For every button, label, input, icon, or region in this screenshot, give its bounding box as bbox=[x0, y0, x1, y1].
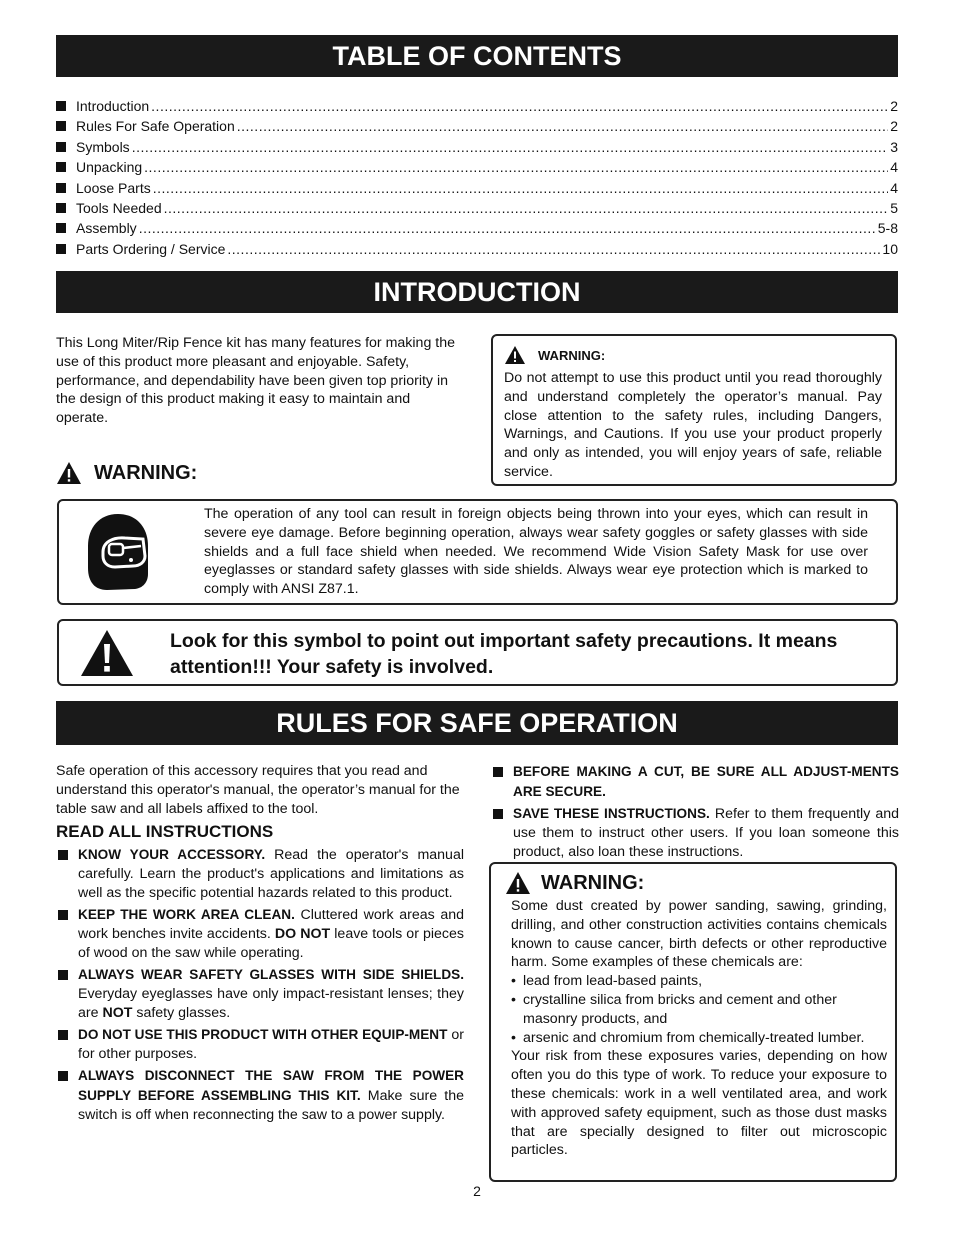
rule-item bbox=[491, 804, 899, 862]
bullet-dot-icon: • bbox=[511, 991, 516, 1008]
toc-item bbox=[56, 137, 898, 157]
chemical-list-text: crystalline silica from bricks and cement and other masonry products, and bbox=[523, 991, 837, 1027]
toc-item-label: Introduction bbox=[76, 98, 150, 114]
toc-leader-dots bbox=[164, 198, 889, 218]
toc-item-label: Parts Ordering / Service bbox=[76, 240, 226, 257]
rule-item bbox=[56, 905, 464, 963]
chemical-warning-intro: Some dust created by power sanding, sawing, grinding, drilling, and other construction activities contains chemicals known to cause cancer, birth defects or other reproductive harm. Some examples of these chemicals are: bbox=[511, 898, 887, 971]
toc-item bbox=[56, 198, 898, 218]
bullet-square-icon bbox=[58, 970, 68, 980]
bullet-square-icon bbox=[493, 809, 503, 819]
toc-leader-dots bbox=[132, 137, 889, 157]
chemical-warning-outro: Your risk from these exposures varies, depending on how often you do this type of work. To reduce your exposure to these chemicals: work in a well ventilated area, and work with approved safety equipment, such as those dust masks that are specially designed to filter out microscopic particles. bbox=[511, 1048, 887, 1159]
toc-item-page: 5-8 bbox=[877, 220, 898, 237]
warning-triangle-icon bbox=[505, 871, 531, 895]
bullet-square-icon bbox=[493, 767, 503, 777]
rules-banner: RULES FOR SAFE OPERATION bbox=[56, 701, 898, 745]
rule-item bbox=[491, 762, 899, 802]
warning-triangle-icon bbox=[79, 628, 135, 678]
rule-text: Everyday eyeglasses have only impact-resistant lenses; they are bbox=[78, 986, 464, 1021]
toc-leader-dots bbox=[144, 157, 888, 177]
rule-text-continued: safety glasses. bbox=[132, 1005, 231, 1021]
bullet-square-icon bbox=[58, 910, 68, 920]
toc-item bbox=[56, 178, 898, 198]
toc-item-label: Unpacking bbox=[76, 159, 143, 176]
bullet-square-icon bbox=[58, 1030, 68, 1040]
rule-bold: KNOW YOUR ACCESSORY. bbox=[78, 847, 266, 862]
rule-bold-emphasis: NOT bbox=[102, 1005, 133, 1021]
toc-item-page: 10 bbox=[882, 240, 898, 257]
bullet-square-icon bbox=[56, 223, 66, 233]
intro-warning-text: Do not attempt to use this product until you read thoroughly and understand completely the operator’s manual. Pay close attention to the safety rules, including Dangers, Warnings, and Cautions. If you use your product properly and only as intended, you will enjoy years of safe, reliable service. bbox=[504, 370, 882, 480]
safety-symbol-text: Look for this symbol to point out important safety precautions. It means attention!!! Your safety is involved. bbox=[170, 630, 838, 678]
toc-leader-dots bbox=[227, 239, 880, 259]
page-number: 2 bbox=[473, 1183, 481, 1199]
bullet-dot-icon: • bbox=[511, 1029, 516, 1046]
rule-bold: KEEP THE WORK AREA CLEAN. bbox=[78, 907, 295, 922]
chemical-warning-header bbox=[505, 869, 887, 897]
rules-right-list bbox=[491, 762, 899, 864]
rule-text: or for other purposes. bbox=[78, 1027, 464, 1062]
toc-item bbox=[56, 239, 898, 259]
toc-item-label: Rules For Safe Operation bbox=[76, 118, 235, 135]
rule-text: Cluttered work areas and work benches invite accidents. bbox=[78, 907, 465, 942]
toc-item-label: Symbols bbox=[76, 138, 130, 155]
warning-triangle-icon bbox=[504, 345, 526, 365]
toc-leader-dots bbox=[151, 96, 888, 116]
toc-banner: TABLE OF CONTENTS bbox=[56, 35, 898, 77]
intro-warning-header bbox=[504, 344, 882, 366]
toc-list bbox=[56, 96, 898, 259]
rule-bold: DO NOT USE THIS PRODUCT WITH OTHER EQUIP-MENT bbox=[78, 1027, 448, 1042]
rule-item bbox=[56, 1066, 464, 1125]
rule-text: Make sure the switch is off when reconnecting the saw to a power supply. bbox=[78, 1088, 465, 1123]
rule-bold: ALWAYS WEAR SAFETY GLASSES WITH SIDE SHIELDS. bbox=[78, 967, 464, 982]
chemical-warning-heading: WARNING: bbox=[541, 871, 645, 894]
read-all-instructions-heading: READ ALL INSTRUCTIONS bbox=[56, 822, 274, 841]
eye-warning-text: The operation of any tool can result in foreign objects being thrown into your eyes, which can result in severe eye damage. Before beginning operation, always wear safety goggles or safety glasses with side shields and a full face shield when needed. We recommend Wide Vision Safety Mask for use over eyeglasses or standard safety glasses with side shields. Always wear eye protection which is marked to comply with ANSI Z87.1. bbox=[204, 506, 868, 598]
toc-item-label: Tools Needed bbox=[76, 199, 162, 216]
intro-warning-heading: WARNING: bbox=[538, 347, 606, 363]
rule-bold: SAVE THESE INSTRUCTIONS. bbox=[513, 806, 710, 821]
safety-mask-icon bbox=[85, 512, 151, 592]
toc-item bbox=[56, 96, 898, 116]
chemical-list-text: arsenic and chromium from chemically-treated lumber. bbox=[523, 1029, 865, 1046]
bullet-square-icon bbox=[58, 850, 68, 860]
toc-item bbox=[56, 157, 898, 177]
chemical-list-item bbox=[511, 991, 887, 1029]
toc-item bbox=[56, 218, 898, 238]
chemical-list bbox=[511, 972, 887, 1047]
bullet-dot-icon: • bbox=[511, 973, 516, 990]
toc-item-page: 4 bbox=[890, 179, 898, 196]
toc-item-page: 2 bbox=[890, 98, 898, 114]
bullet-square-icon bbox=[56, 203, 66, 213]
rule-text-continued: leave tools or pieces of wood on the saw while operating. bbox=[78, 926, 465, 961]
chemical-warning-box bbox=[489, 862, 897, 1182]
toc-item-label: Assembly bbox=[76, 220, 137, 237]
eye-protection-box bbox=[57, 499, 898, 605]
toc-item-page: 4 bbox=[890, 159, 898, 176]
toc-item-label: Loose Parts bbox=[76, 179, 151, 196]
toc-item-page: 2 bbox=[890, 118, 898, 135]
bullet-square-icon bbox=[56, 121, 66, 131]
rule-bold-emphasis: DO NOT bbox=[274, 926, 331, 942]
bullet-square-icon bbox=[56, 183, 66, 193]
rules-left-list bbox=[56, 845, 464, 1127]
toc-item-page: 3 bbox=[890, 138, 898, 155]
rule-item bbox=[56, 1025, 464, 1064]
bullet-square-icon bbox=[56, 142, 66, 152]
bullet-square-icon bbox=[56, 244, 66, 254]
safety-symbol-box bbox=[57, 619, 898, 686]
toc-leader-dots bbox=[153, 178, 888, 198]
intro-warning-box bbox=[491, 334, 897, 486]
chemical-list-item bbox=[511, 1029, 887, 1048]
warning-triangle-icon bbox=[56, 461, 82, 485]
bullet-square-icon bbox=[56, 162, 66, 172]
toc-item-page: 5 bbox=[890, 199, 898, 216]
introduction-banner: INTRODUCTION bbox=[56, 271, 898, 313]
rules-intro: Safe operation of this accessory requires that you read and understand this operator's manual, the operator’s manual for the table saw and all labels affixed to the tool. bbox=[56, 763, 460, 817]
intro-paragraph: This Long Miter/Rip Fence kit has many features for making the use of this product more pleasant and enjoyable. Safety, performance, and dependability have been given top priority in the design of this product making it easy to maintain and operate. bbox=[56, 335, 456, 427]
toc-item bbox=[56, 116, 898, 136]
rule-item bbox=[56, 845, 464, 903]
bullet-square-icon bbox=[58, 1071, 68, 1081]
rule-text: Read the operator's manual carefully. Learn the product's applications and limitations as well as the specific potential hazards related to this product. bbox=[78, 847, 464, 901]
eye-warning-header bbox=[56, 461, 197, 485]
rule-text: Refer to them frequently and use them to instruct other users. If you loan someone this product, also loan these instructions. bbox=[513, 806, 899, 860]
chemical-list-item bbox=[511, 972, 887, 991]
rule-item bbox=[56, 965, 464, 1023]
rule-bold: ALWAYS DISCONNECT THE SAW FROM THE POWER SUPPLY BEFORE ASSEMBLING THIS KIT. bbox=[78, 1068, 464, 1103]
chemical-list-text: lead from lead-based paints, bbox=[523, 973, 703, 990]
bullet-square-icon bbox=[56, 101, 66, 111]
toc-leader-dots bbox=[139, 218, 876, 238]
eye-warning-heading: WARNING: bbox=[94, 461, 198, 484]
toc-leader-dots bbox=[237, 116, 888, 136]
rule-bold: BEFORE MAKING A CUT, BE SURE ALL ADJUST-MENTS ARE SECURE. bbox=[513, 764, 899, 799]
